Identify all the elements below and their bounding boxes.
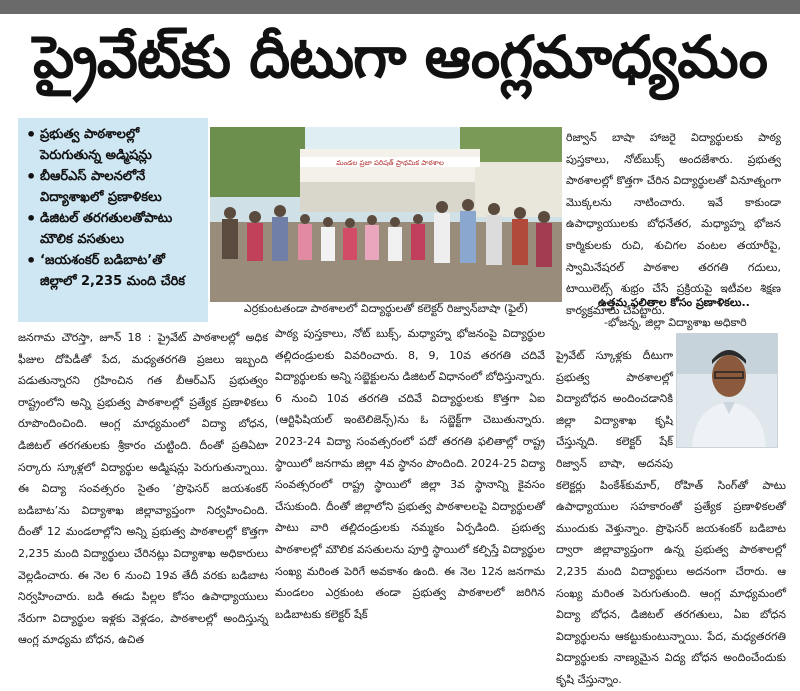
highlights-box bbox=[18, 118, 208, 322]
headline: ప్రైవేట్‌కు దీటుగా ఆంగ్లమాధ్యమం bbox=[32, 22, 768, 91]
school-banner-text: మండల ప్రజా పరిషత్ ప్రాథమిక పాఠశాల bbox=[336, 159, 444, 167]
subheading: ఉత్తమ ఫలితాల కోసం ప్రణాళికలు.. bbox=[598, 296, 750, 309]
byline: -భోజన్న, జిల్లా విద్యాశాఖ అధికారి bbox=[604, 316, 747, 329]
highlight-item: • బీఆర్ఎస్ పాలనలోనే విద్యాశాఖలో ప్రణాళికలు bbox=[26, 166, 204, 208]
highlight-item: • ‘జయశంకర్ బడిబాట’తో జిల్లాలో 2,235 మంది చేరిక bbox=[26, 250, 204, 292]
paragraph: జనగామ చౌరస్తా, జూన్ 18 : ప్రైవేట్ పాఠశాలల్లో అధిక ఫీజుల దోపిడీతో పేద, మధ్యతరగతి ప్రజలు ఇబ్బంది పడుతున్నారని గ్రహించిన గత బీఆర్ఎస్ ప్రభుత్వం రాష్ట్రంలోని అన్ని ప్రభుత్వ పాఠశాలల్లో ప్రత్యేక ప్రణాళికలు రూపొందించింది. ఆంగ్ల మాధ్యమంలో విద్యా బోధన, డిజిటల్ తరగతులకు శ్రీకారం చుట్టింది. దీంతో ప్రతిఏటా సర్కారు స్కూళ్లలో విద్యార్థుల అడ్మిషన్లు పెరుగుతున్నాయి. ఈ విద్యా సంవత్సరం సైతం ‘ప్రొఫెసర్ జయశంకర్ బడిబాట’ను విద్యాశాఖ జిల్లావ్యాప్తంగా నిర్వహించింది. దీంతో 12 మండలాల్లోని అన్ని ప్రభుత్వ పాఠశాలల్లో కొత్తగా 2,235 మంది విద్యార్థులు చేరినట్లు విద్యాశాఖ అధికారులు వెల్లడించారు. ఈ నెల 6 నుంచి 19వ తేదీ వరకు బడిబాట నిర్వహించారు. బడి ఈడు పిల్లల కోసం ఉపాధ్యాయులు నేరుగా విద్యార్థుల ఇళ్లకు వెళ్లడం, పాఠశాలల్లో అందిస్తున్న ఆంగ్ల మాధ్యమ బోధన, ఉచిత bbox=[18, 331, 268, 647]
highlight-item: • ప్రభుత్వ పాఠశాలల్లో పెరుగుతున్న అడ్మిషన్లు bbox=[26, 124, 204, 166]
paragraph: ప్రైవేట్ స్కూళ్లకు దీటుగా ప్రభుత్వ పాఠశాలల్లో విద్యాబోధన అందించడానికి జిల్లా విద్యాశాఖ కృషి చేస్తున్నది. కలెక్టర్ షేక్ రిజ్వాన్ బాషా, అదనపు కలెక్టర్లు పింకేశ్‌కుమార్, రోహిత్ సింగ్‌తో పాటు ఉపాధ్యాయుల సహకారంతో ప్రత్యేక ప్రణాళికలతో ముందుకు వెళ్తున్నాం. ప్రొఫెసర్ జయశంకర్ బడిబాట ద్వారా జిల్లావ్యాప్తంగా ఉన్న ప్రభుత్వ పాఠశాలల్లో 2,235 మంది విద్యార్థులు అదనంగా చేరారు. ఆ సంఖ్య మరింత పెరుగుతుంది. ఆంగ్ల మాధ్యమంలో విద్యా బోధన, డిజిటల్ తరగతులు, ఏఐ బోధన విద్యార్థులను ఆకట్టుకుంటున్నాయి. పేద, మధ్యతరగతి విద్యార్థులకు నాణ్యమైన విద్య బోధన అందించేందుకు కృషి చేస్తున్నాం. bbox=[556, 349, 786, 686]
article-column-2 bbox=[275, 323, 545, 637]
top-bar bbox=[0, 0, 800, 14]
official-portrait-image bbox=[676, 333, 778, 448]
article-column-1 bbox=[18, 327, 268, 647]
paragraph: పాఠ్య పుస్తకాలు, నోట్ బుక్స్, మధ్యాహ్న భోజనంపై విద్యార్థుల తల్లిదండ్రులకు వివరించారు. 8, 9, 10వ తరగతి చదివే విద్యార్థులకు అన్ని సబ్జెక్టులను డిజిటల్ విధానంలో బోధిస్తున్నారు. 6 నుంచి 10వ తరగతి చదివే విద్యార్థులకు కొత్తగా ఏఐ (ఆర్టిఫిషియల్ ఇంటెలిజెన్స్)ను ఓ సబ్జెక్ట్‌గా చెబుతున్నారు. 2023-24 విద్యా సంవత్సరంలో పదో తరగతి ఫలితాల్లో రాష్ట్ర స్థాయిలో జనగామ జిల్లా 4వ స్థానం పొందింది. 2024-25 విద్యా సంవత్సరంలో రాష్ట్ర స్థాయిలో జిల్లా 3వ స్థానాన్ని కైవసం చేసుకుంది. దీంతో జిల్లాలోని ప్రభుత్వ పాఠశాలలపై విద్యార్థులతో పాటు వారి తల్లిదండ్రులకు నమ్మకం ఏర్పడింది. ప్రభుత్వ పాఠశాలల్లో మౌలిక వసతులను పూర్తి స్థాయిలో కల్పిస్తే విద్యార్థుల సంఖ్య మరింత పెరిగే అవకాశం ఉంది. ఈ నెల 12న జనగామ మండలం ఎర్రకుంట తండా ప్రభుత్వ పాఠశాలలో జరిగిన బడిబాటకు కలెక్టర్ షేక్ bbox=[275, 327, 545, 621]
paragraph: రిజ్వాన్ బాషా హాజరై విద్యార్థులకు పాఠ్య పుస్తకాలు, నోట్‌బుక్స్ అందజేశారు. ప్రభుత్వ పాఠశాలల్లో కొత్తగా చేరిన విద్యార్థులతో వినూత్నంగా మొక్కలను నాటించారు. ఇవే కాకుండా ఉపాధ్యాయులకు బోధనేతర, మధ్యాహ్న భోజన కార్మికులకు రుచి, శుచిగల వంటల తయారీపై, స్వామినేషరల్ పాఠశాల తరగతి గదులు, టాయిలెట్స్ శుభ్రం చేసే ప్రక్రియపై ఇటీవల శిక్షణ కార్యక్రమాలు చేపట్టారు. bbox=[566, 131, 781, 317]
photo-caption: ఎర్రకుంటతండా పాఠశాలలో విద్యార్థులతో కలెక్టర్ రిజ్వాన్‌బాషా (ఫైల్) bbox=[243, 302, 529, 315]
article-column-3-top bbox=[566, 127, 781, 317]
highlight-item: • డిజిటల్ తరగతులతోపాటు మౌలిక వసతులు bbox=[26, 208, 204, 250]
news-photo bbox=[210, 127, 562, 302]
